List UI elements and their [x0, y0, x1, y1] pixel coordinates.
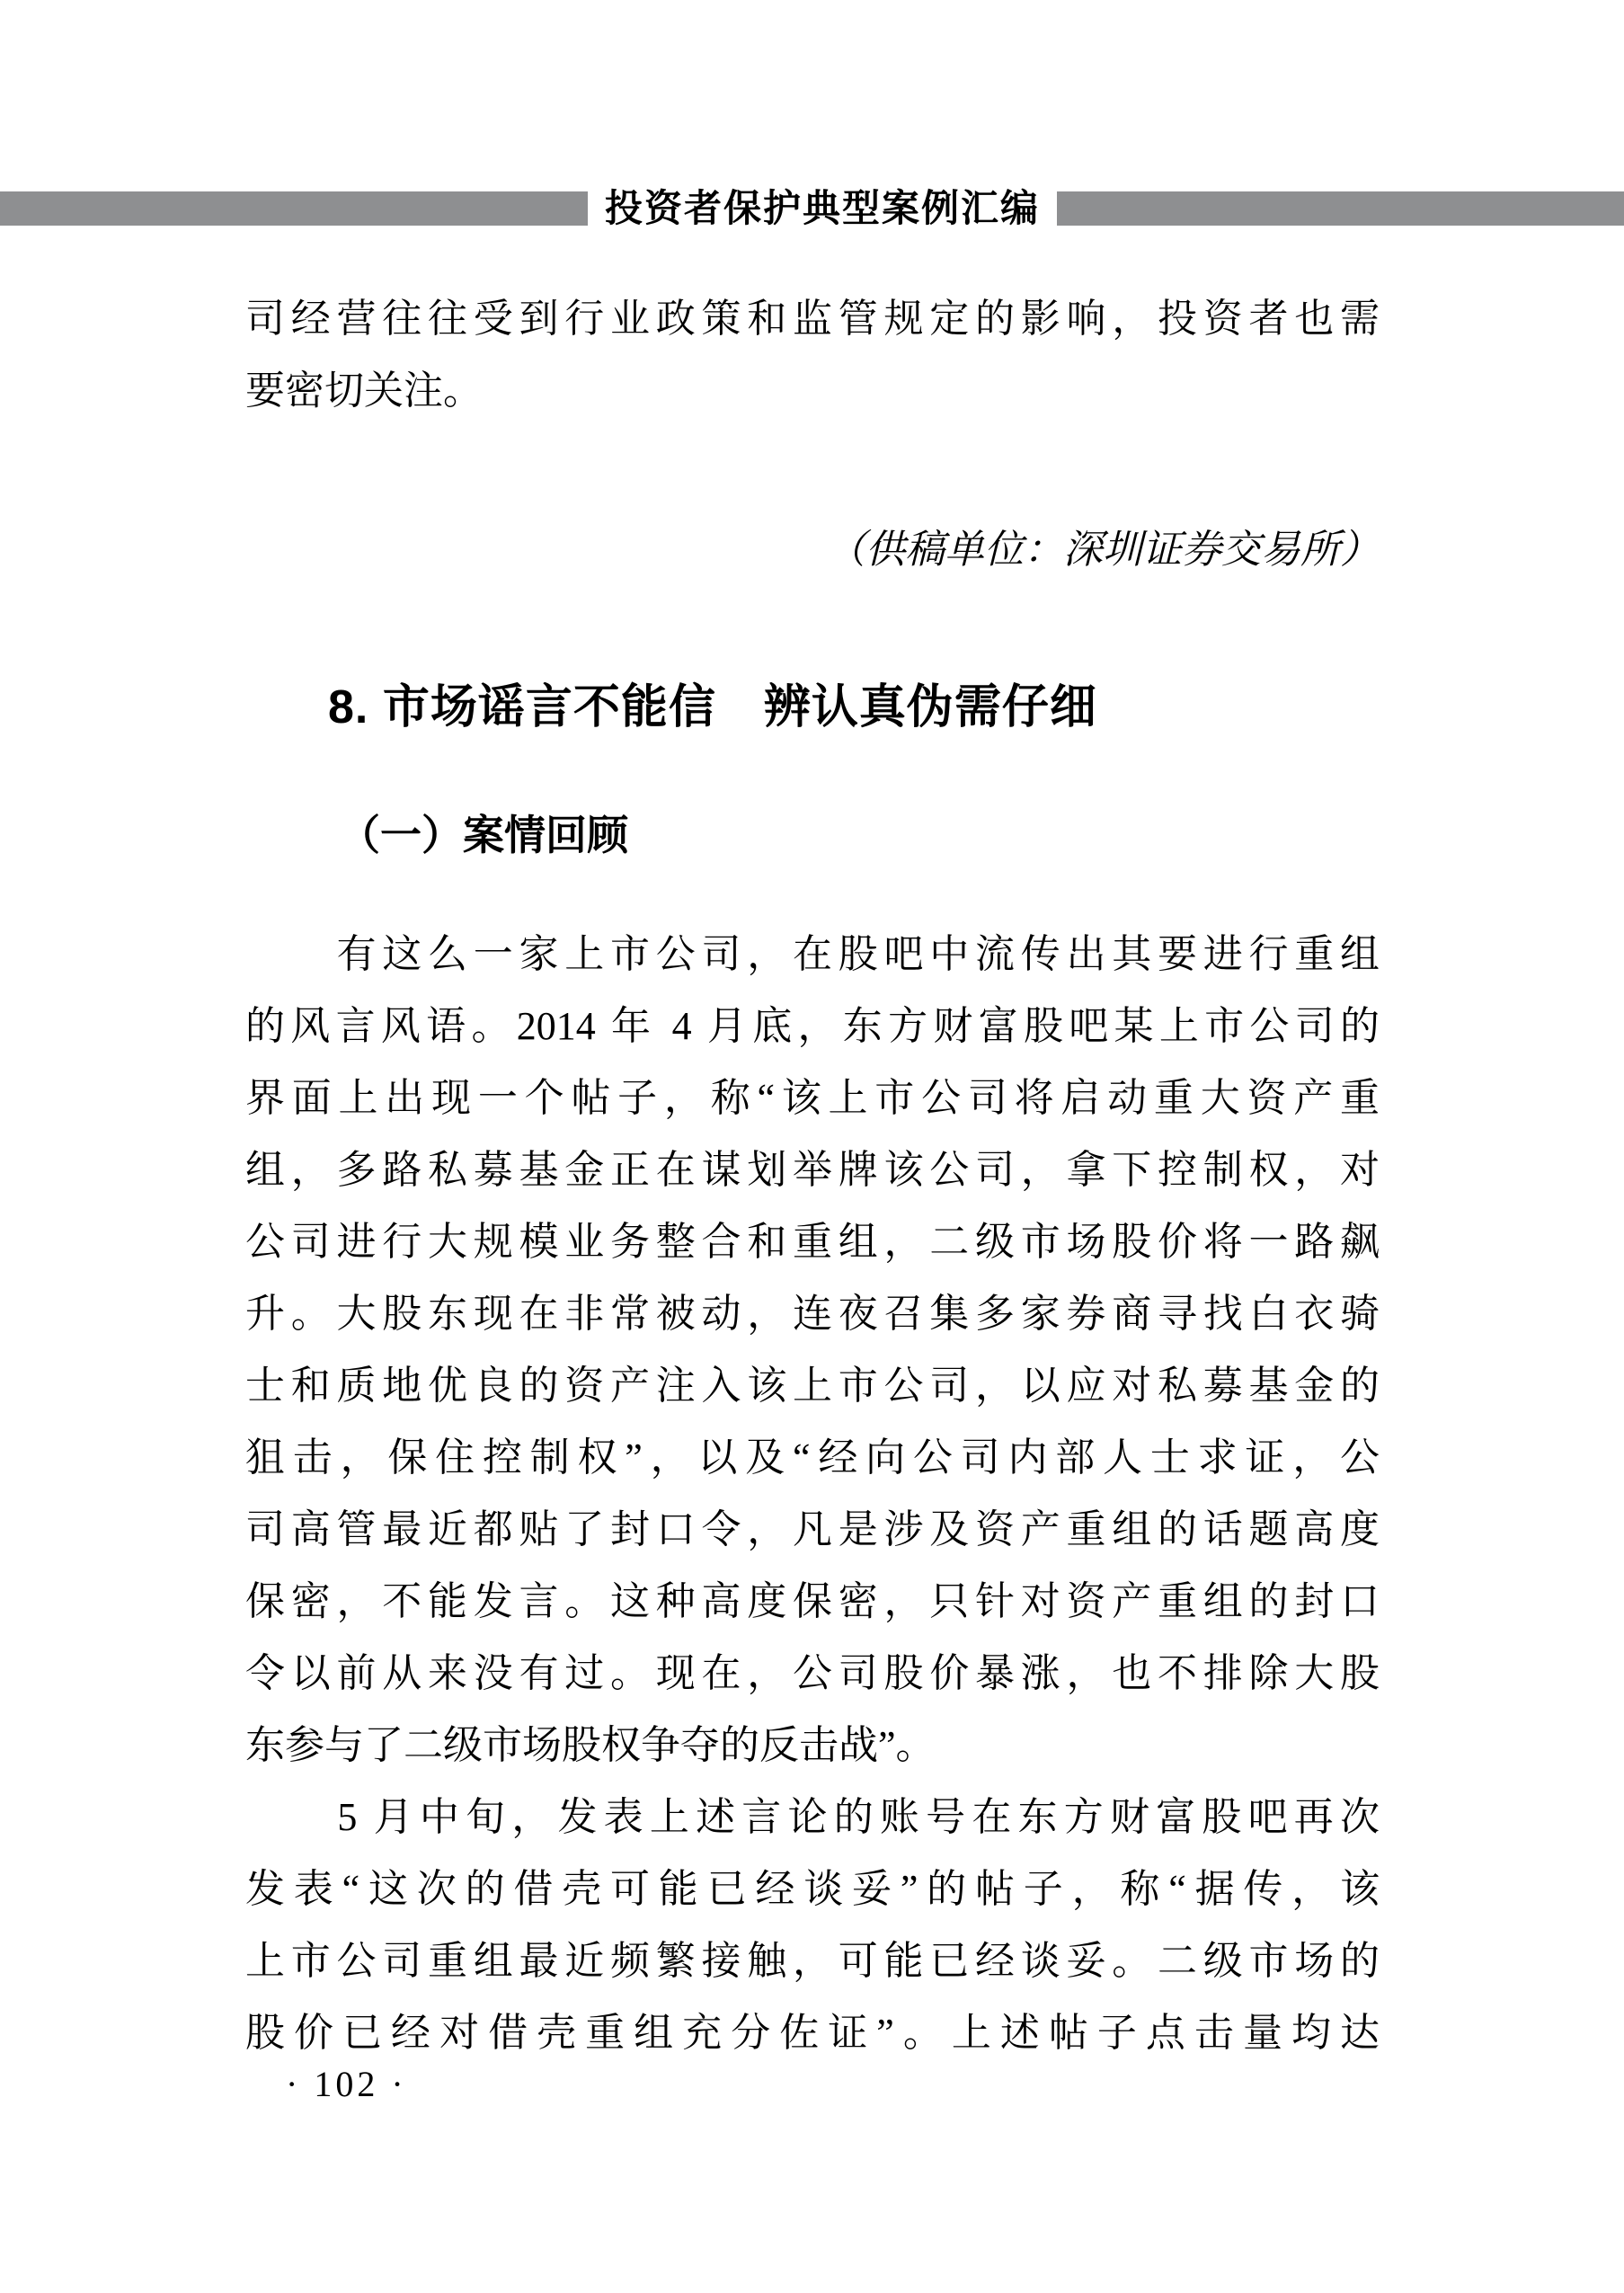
text-line: 东参与了二级市场股权争夺的反击战”。	[245, 1723, 936, 1767]
page-footer	[286, 2064, 407, 2105]
text-line: 的风言风语。2014 年 4 月底，东方财富股吧某上市公司的	[245, 1004, 1380, 1048]
text-line: 公司进行大规模业务整合和重组，二级市场股价将一路飙	[245, 1220, 1380, 1264]
header-rule-right	[1057, 191, 1624, 226]
intro-paragraph	[245, 283, 1380, 427]
text-line: 上市公司重组最近频繁接触，可能已经谈妥。二级市场的	[245, 1939, 1380, 1983]
text-line: 士和质地优良的资产注入该上市公司，以应对私募基金的	[245, 1364, 1380, 1408]
text-line: 升。大股东现在非常被动，连夜召集多家券商寻找白衣骑	[245, 1292, 1380, 1336]
text-line: 界面上出现一个帖子，称“该上市公司将启动重大资产重	[245, 1076, 1380, 1120]
page-number: · 102 ·	[286, 2064, 407, 2104]
page-header	[0, 187, 1624, 229]
running-head-title: 投资者保护典型案例汇编	[604, 187, 1040, 229]
attribution-line: （供稿单位：深圳证券交易所）	[826, 528, 1380, 572]
text-line: 有这么一家上市公司，在股吧中流传出其要进行重组	[245, 932, 1380, 976]
text-line: 组，多路私募基金正在谋划举牌该公司，拿下控制权，对	[245, 1148, 1380, 1192]
text-line: 司经营往往受到行业政策和监管规定的影响，投资者也需	[245, 297, 1380, 341]
text-line: 要密切关注。	[245, 369, 483, 413]
section-heading: 8. 市场谣言不能信 辨认真伪需仔细	[328, 681, 1097, 733]
case-review-paragraphs	[245, 919, 1380, 2069]
text-line: 股价已经对借壳重组充分佐证”。上述帖子点击量均达	[245, 2011, 1380, 2055]
text-line: 令以前从来没有过。现在，公司股价暴涨，也不排除大股	[245, 1651, 1380, 1695]
text-line: 狙击，保住控制权”，以及“经向公司内部人士求证，公	[245, 1435, 1380, 1480]
subsection-heading: （一）案情回顾	[339, 813, 628, 858]
text-line: 司高管最近都贴了封口令，凡是涉及资产重组的话题高度	[245, 1507, 1380, 1551]
text-line: 发表“这次的借壳可能已经谈妥”的帖子，称“据传，该	[245, 1867, 1380, 1911]
text-line: 5 月中旬，发表上述言论的账号在东方财富股吧再次	[245, 1795, 1380, 1839]
header-rule-left	[0, 191, 588, 226]
text-line: 保密，不能发言。这种高度保密，只针对资产重组的封口	[245, 1579, 1380, 1623]
